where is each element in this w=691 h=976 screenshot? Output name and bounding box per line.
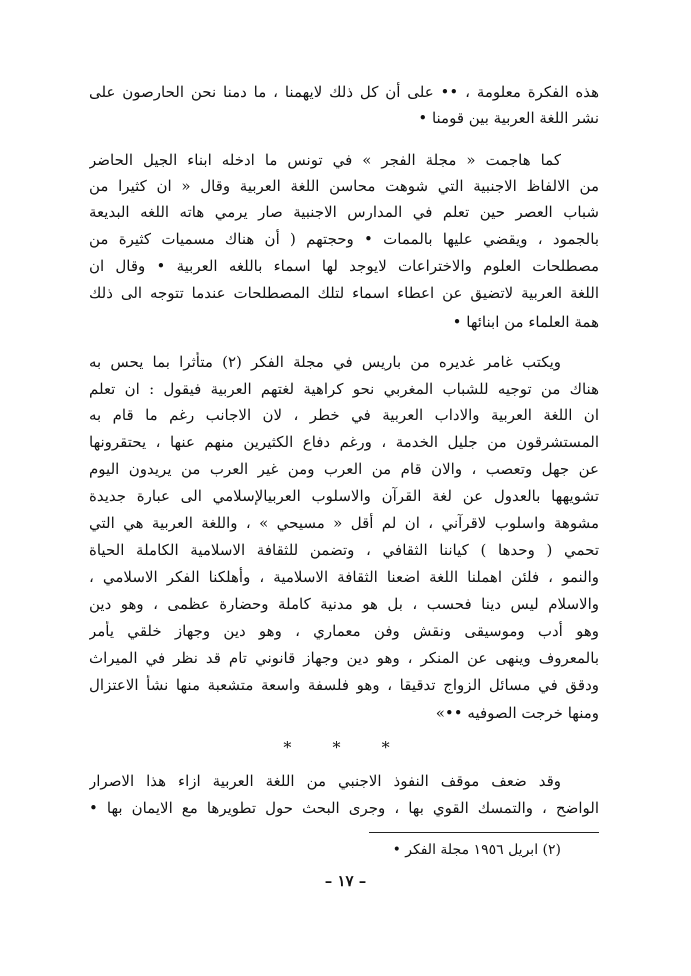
footnote: (٢) ابريل ١٩٥٦ مجلة الفكر • — [392, 842, 561, 858]
text-line: وقد ضعف موقف النفوذ الاجنبي من اللغة العربية ازاء هذا الاصرار — [89, 772, 561, 790]
text-line: الواضح ، والتمسك القوي بها ، وجرى البحث حول تطويرها مع الايمان بها • — [89, 799, 599, 817]
text-line: ان اللغة العربية والاداب العربية في خطر ، لان الاجانب رغم ما قام به — [89, 406, 599, 424]
text-line: تشويهها بالعدول عن لغة القرآن والاسلوب العربيالإسلامي الى عبارة جديدة — [89, 487, 599, 505]
text-line: بالمعروف وينهى عن المنكر ، وهو دين وجهاز قانوني تام قد نظر في الميراث — [89, 649, 599, 667]
text-line: المستشرقون من جليل الخدمة ، ورغم دفاع الكثيرين منهم عنها ، يحتقرونها — [89, 433, 599, 451]
text-line: نشر اللغة العربية بين قومنا • — [418, 109, 599, 127]
text-line: والاسلام ليس دينا فحسب ، بل هو مدنية كاملة وحضارة عظمى ، وهو دين — [89, 595, 599, 613]
page-number: – ١٧ – — [324, 872, 367, 890]
text-line: عن جهل وتعصب ، والان قام من العرب ومن غير العرب من يريدون اليوم — [89, 460, 599, 478]
text-line: كما هاجمت « مجلة الفجر » في تونس ما ادخله ابناء الجيل الحاضر — [89, 151, 561, 169]
text-line: شباب العصر حين تعلم في المدارس الاجنبية صار يرمي هاته اللغه البديعة — [89, 203, 599, 221]
text-line: هناك من توجيه للشباب المغربي نحو كراهية لغتهم العربية فيقول : ان تعلم — [89, 380, 599, 398]
text-line: ويكتب غامر غديره من باريس في مجلة الفكر (٢) متأثرا بما يحس به — [89, 353, 561, 371]
text-line: مشوهة واسلوب لاقرآني ، ان لم أقل « مسيحي » ، واللغة العربية هي التي — [89, 514, 599, 532]
text-line: وهو أدب وموسيقى ونقش وفن معماري ، وهو دين وجهاز خلقي يأمر — [89, 622, 599, 640]
text-line: همة العلماء من ابنائها • — [452, 313, 599, 331]
text-line: من الالفاظ الاجنبية التي شوهت محاسن اللغة العربية وقال « ان كثيرا من — [89, 177, 599, 195]
section-separator: * * * — [283, 738, 408, 757]
text-line: ودقق في مسائل الزواج تدقيقا ، وهو فلسفة واسعة متشعبة منها نشأ الاعتزال — [89, 676, 599, 694]
text-line: بالجمود ، ويقضي عليها بالممات • وحجتهم ( أن هناك مسميات كثيرة من — [89, 230, 599, 248]
text-line: والنمو ، فلئن اهملنا اللغة اضعنا الثقافة الاسلامية ، وأهلكنا الفكر الاسلامي ، — [89, 568, 599, 586]
text-line: مصطلحات العلوم والاختراعات لايوجد لها اسماء باللغه العربية • وقال ان — [89, 257, 599, 275]
text-line: هذه الفكرة معلومة ، •• على أن كل ذلك لايهمنا ، ما دمنا نحن الحارصون على — [89, 83, 599, 101]
text-line: تحمي ( وحدها ) كياننا الثقافي ، وتضمن للثقافة الاسلامية الكاملة الحياة — [89, 541, 599, 559]
footnote-divider — [369, 832, 599, 833]
text-line: اللغة العربية لاتضيق عن اعطاء اسماء لتلك المصطلحات عندما تتوجه الى ذلك — [89, 284, 599, 302]
text-line: ومنها خرجت الصوفيه ••» — [435, 704, 599, 722]
